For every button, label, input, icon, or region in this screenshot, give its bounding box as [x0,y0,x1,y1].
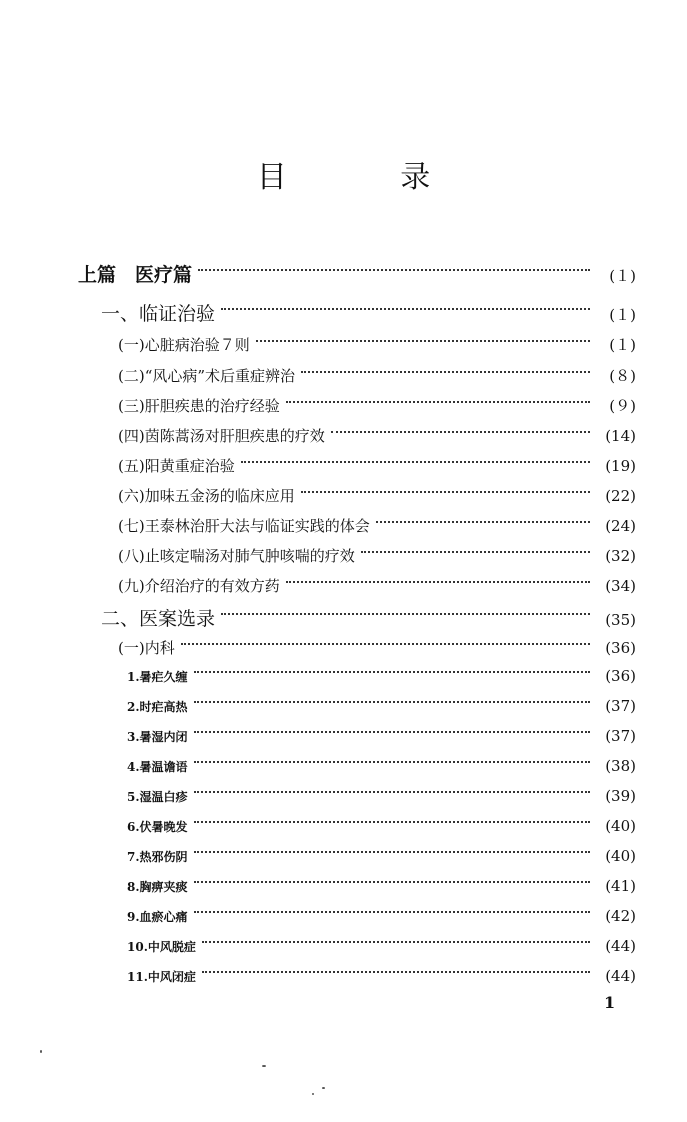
toc-entry[interactable] [127,847,636,865]
dot-leader [194,731,590,733]
toc-entry-page: (37) [605,727,636,745]
dot-leader [301,371,590,373]
dot-leader [202,941,590,943]
toc-entry-label: (五)阳黄重症治验 [118,457,235,475]
toc-entry-page: (40) [605,817,636,835]
toc-entry-page: (44) [605,937,636,955]
toc-entry-page: (34) [605,577,636,595]
dot-leader [181,643,590,645]
toc-entry[interactable] [118,545,636,566]
dot-leader [376,521,590,523]
toc-entry-page: (36) [605,639,636,657]
dot-leader [331,431,590,433]
toc-entry[interactable] [127,787,636,805]
toc-entry[interactable] [127,877,636,895]
toc-entry-page: (40) [605,847,636,865]
scan-speck [312,1093,314,1095]
page-title: 目 录 [256,160,483,195]
toc-entry-label: 4.暑温谵语 [127,760,188,774]
scan-speck [40,1050,42,1053]
toc-entry-label: 一、临证治验 [101,303,216,325]
toc-entry[interactable] [101,299,636,326]
toc-entry-page: (38) [605,757,636,775]
dot-leader [221,613,590,615]
dot-leader [194,791,590,793]
dot-leader [256,340,590,342]
dot-leader [194,821,590,823]
dot-leader [194,911,590,913]
toc-entry[interactable] [118,485,636,506]
toc-entry[interactable] [118,455,636,476]
dot-leader [194,881,590,883]
toc-entry-label: (三)肝胆疾患的治疗经验 [118,397,280,415]
toc-entry[interactable] [127,727,636,745]
toc-entry-label: 7.热邪伤阴 [127,850,188,864]
toc-entry-page: (41) [605,877,636,895]
scan-speck [262,1065,266,1067]
toc-entry[interactable] [127,937,636,955]
toc-entry-label: 上篇 医疗篇 [78,264,193,286]
dot-leader [241,461,590,463]
toc-entry-label: 二、医案选录 [101,608,216,630]
dot-leader [202,971,590,973]
toc-entry-label: 5.湿温白疹 [127,790,188,804]
toc-entry[interactable] [118,395,636,416]
toc-entry-label: (八)止咳定喘汤对肺气肿咳喘的疗效 [118,547,355,565]
dot-leader [301,491,590,493]
toc-entry[interactable] [127,667,636,685]
dot-leader [286,581,590,583]
toc-entry-label: (四)茵陈蒿汤对肝胆疾患的疗效 [118,427,325,445]
toc-entry[interactable] [127,697,636,715]
dot-leader [194,671,590,673]
toc-entry-label: 6.伏暑晚发 [127,820,188,834]
toc-entry[interactable] [118,425,636,446]
toc-entry-label: (七)王泰林治肝大法与临证实践的体会 [118,517,370,535]
toc-entry[interactable] [78,260,636,287]
toc-entry-page: (14) [605,427,636,445]
toc-entry-label: 9.血瘀心痛 [127,910,188,924]
dot-leader [194,851,590,853]
toc-entry-page: (９) [609,397,636,415]
dot-leader [361,551,590,553]
toc-entry-label: (一)心脏病治验７则 [118,336,250,354]
toc-entry-label: (一)内科 [118,639,175,657]
dot-leader [221,308,590,310]
page-number: 1 [604,993,616,1012]
toc-entry[interactable] [118,575,636,596]
toc-entry-page: (42) [605,907,636,925]
toc-entry[interactable] [118,515,636,536]
toc-entry-page: (36) [605,667,636,685]
toc-entry-page: (35) [605,611,636,629]
toc-entry[interactable] [101,604,636,631]
toc-entry-label: 1.暑疟久缠 [127,670,188,684]
toc-entry-page: (19) [605,457,636,475]
toc-entry-page: (１) [609,306,636,324]
toc-entry[interactable] [118,334,636,355]
toc-entry[interactable] [127,907,636,925]
toc-entry-page: (８) [609,367,636,385]
toc-entry[interactable] [127,817,636,835]
dot-leader [286,401,590,403]
toc-entry-label: 2.时疟高热 [127,700,188,714]
toc-entry-page: (22) [605,487,636,505]
toc-entry[interactable] [127,967,636,985]
toc-entry-label: (二)“风心病”术后重症辨治 [118,367,296,385]
toc-entry-page: (１) [609,267,636,285]
toc-entry-page: (44) [605,967,636,985]
dot-leader [194,761,590,763]
toc-entry-label: 11.中风闭症 [127,970,196,984]
toc-entry-label: 8.胸痹夹痰 [127,880,188,894]
toc-entry[interactable] [127,757,636,775]
toc-entry-page: (32) [605,547,636,565]
dot-leader [198,269,590,271]
toc-entry-label: 10.中风脱症 [127,940,196,954]
toc-entry-label: 3.暑湿内闭 [127,730,188,744]
toc-entry-label: (六)加味五金汤的临床应用 [118,487,295,505]
toc-entry-page: (24) [605,517,636,535]
toc-entry[interactable] [118,365,636,386]
dot-leader [194,701,590,703]
scan-speck [322,1087,325,1089]
toc-entry[interactable] [118,637,636,658]
toc-entry-label: (九)介绍治疗的有效方药 [118,577,280,595]
toc-entry-page: (39) [605,787,636,805]
toc-entry-page: (37) [605,697,636,715]
toc-entry-page: (１) [609,336,636,354]
